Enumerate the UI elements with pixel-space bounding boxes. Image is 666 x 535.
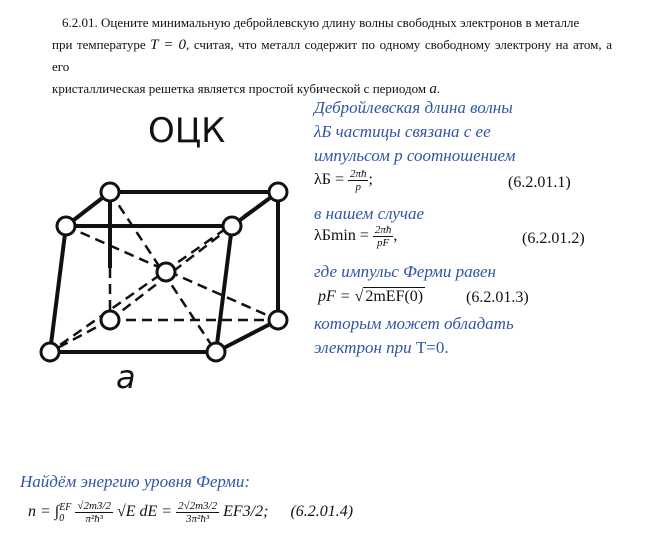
explanation-line-2: λБ частицы связана с ее	[314, 122, 491, 141]
explanation-line-7	[314, 338, 449, 358]
formula-tail: EF3/2;	[223, 503, 269, 521]
eq2-tail: ,	[393, 227, 398, 245]
problem-math-t: T = 0	[150, 37, 187, 53]
bcc-cube-figure	[20, 100, 310, 400]
eq3-sqrt: 2mEF(0)	[365, 288, 424, 305]
equation-1	[314, 168, 373, 193]
integral-upper: EF	[59, 501, 72, 513]
problem-text-2b: , считая, что металл содержит по одному свободному электрону на атом, а его	[52, 37, 612, 74]
f2-numerator: 2√2m3/2	[178, 500, 218, 512]
integral-limits	[59, 502, 71, 524]
fermi-formula	[28, 500, 353, 525]
problem-statement	[52, 12, 612, 100]
formula-integral: n = ∫	[28, 503, 60, 521]
equation-2	[314, 224, 397, 249]
f1-denominator: π²ħ³	[85, 513, 103, 525]
eq1-fraction	[348, 168, 369, 193]
eq2-fraction	[373, 224, 394, 249]
problem-text-1: Оцените минимальную дебройлевскую длину волны свободных электронов в металле	[97, 15, 580, 30]
explanation-line-1: Дебройлевская длина волны	[314, 98, 513, 117]
f2-denominator: 3π²ħ³	[186, 513, 210, 525]
eq2-number: (6.2.01.2)	[522, 230, 585, 247]
explanation-line-7b: T=0.	[415, 338, 449, 357]
integral-lower: 0	[59, 512, 65, 524]
problem-math-a: a	[429, 81, 437, 97]
eq1-tail: ;	[368, 171, 373, 189]
eq1-denominator: p	[355, 181, 361, 193]
problem-line-3	[52, 78, 612, 100]
f1-numerator: √2m3/2	[77, 500, 111, 512]
eq2-lhs: λБmin =	[314, 227, 373, 245]
eq3-number: (6.2.01.3)	[466, 289, 529, 306]
problem-text-3b: .	[436, 81, 441, 96]
eq3-lhs: pF =	[318, 288, 355, 305]
explanation-line-4: в нашем случае	[314, 204, 425, 223]
formula-number: (6.2.01.4)	[290, 503, 354, 521]
problem-line-1	[52, 12, 612, 34]
lattice-period-label: a	[116, 358, 136, 396]
equation-3: pF = √ 2mEF(0)	[318, 288, 424, 305]
formula-middle: √E dE =	[116, 503, 177, 521]
problem-text-2a: при температуре	[52, 37, 151, 52]
explanation-line-6: которым может обладать	[314, 314, 514, 333]
problem-text-3a: кристаллическая решетка является простой кубической с периодом	[52, 81, 430, 96]
explanation-line-3: импульсом p соотношением	[314, 146, 516, 165]
fermi-heading: Найдём энергию уровня Ферми:	[20, 472, 251, 491]
eq2-denominator: pF	[377, 237, 390, 249]
formula-fraction-1	[75, 500, 113, 525]
problem-line-2	[52, 34, 612, 78]
formula-fraction-2	[176, 500, 219, 525]
problem-number: 6.2.01.	[62, 15, 98, 30]
figure-title: ОЦК	[148, 111, 226, 151]
explanation-line-5: где импульс Ферми равен	[314, 262, 496, 281]
eq1-number: (6.2.01.1)	[508, 174, 571, 191]
eq1-numerator: 2πħ	[349, 168, 367, 180]
eq1-lhs: λБ =	[314, 171, 348, 189]
explanation-line-7a: электрон при	[314, 338, 416, 357]
eq2-numerator: 2πħ	[374, 224, 392, 236]
